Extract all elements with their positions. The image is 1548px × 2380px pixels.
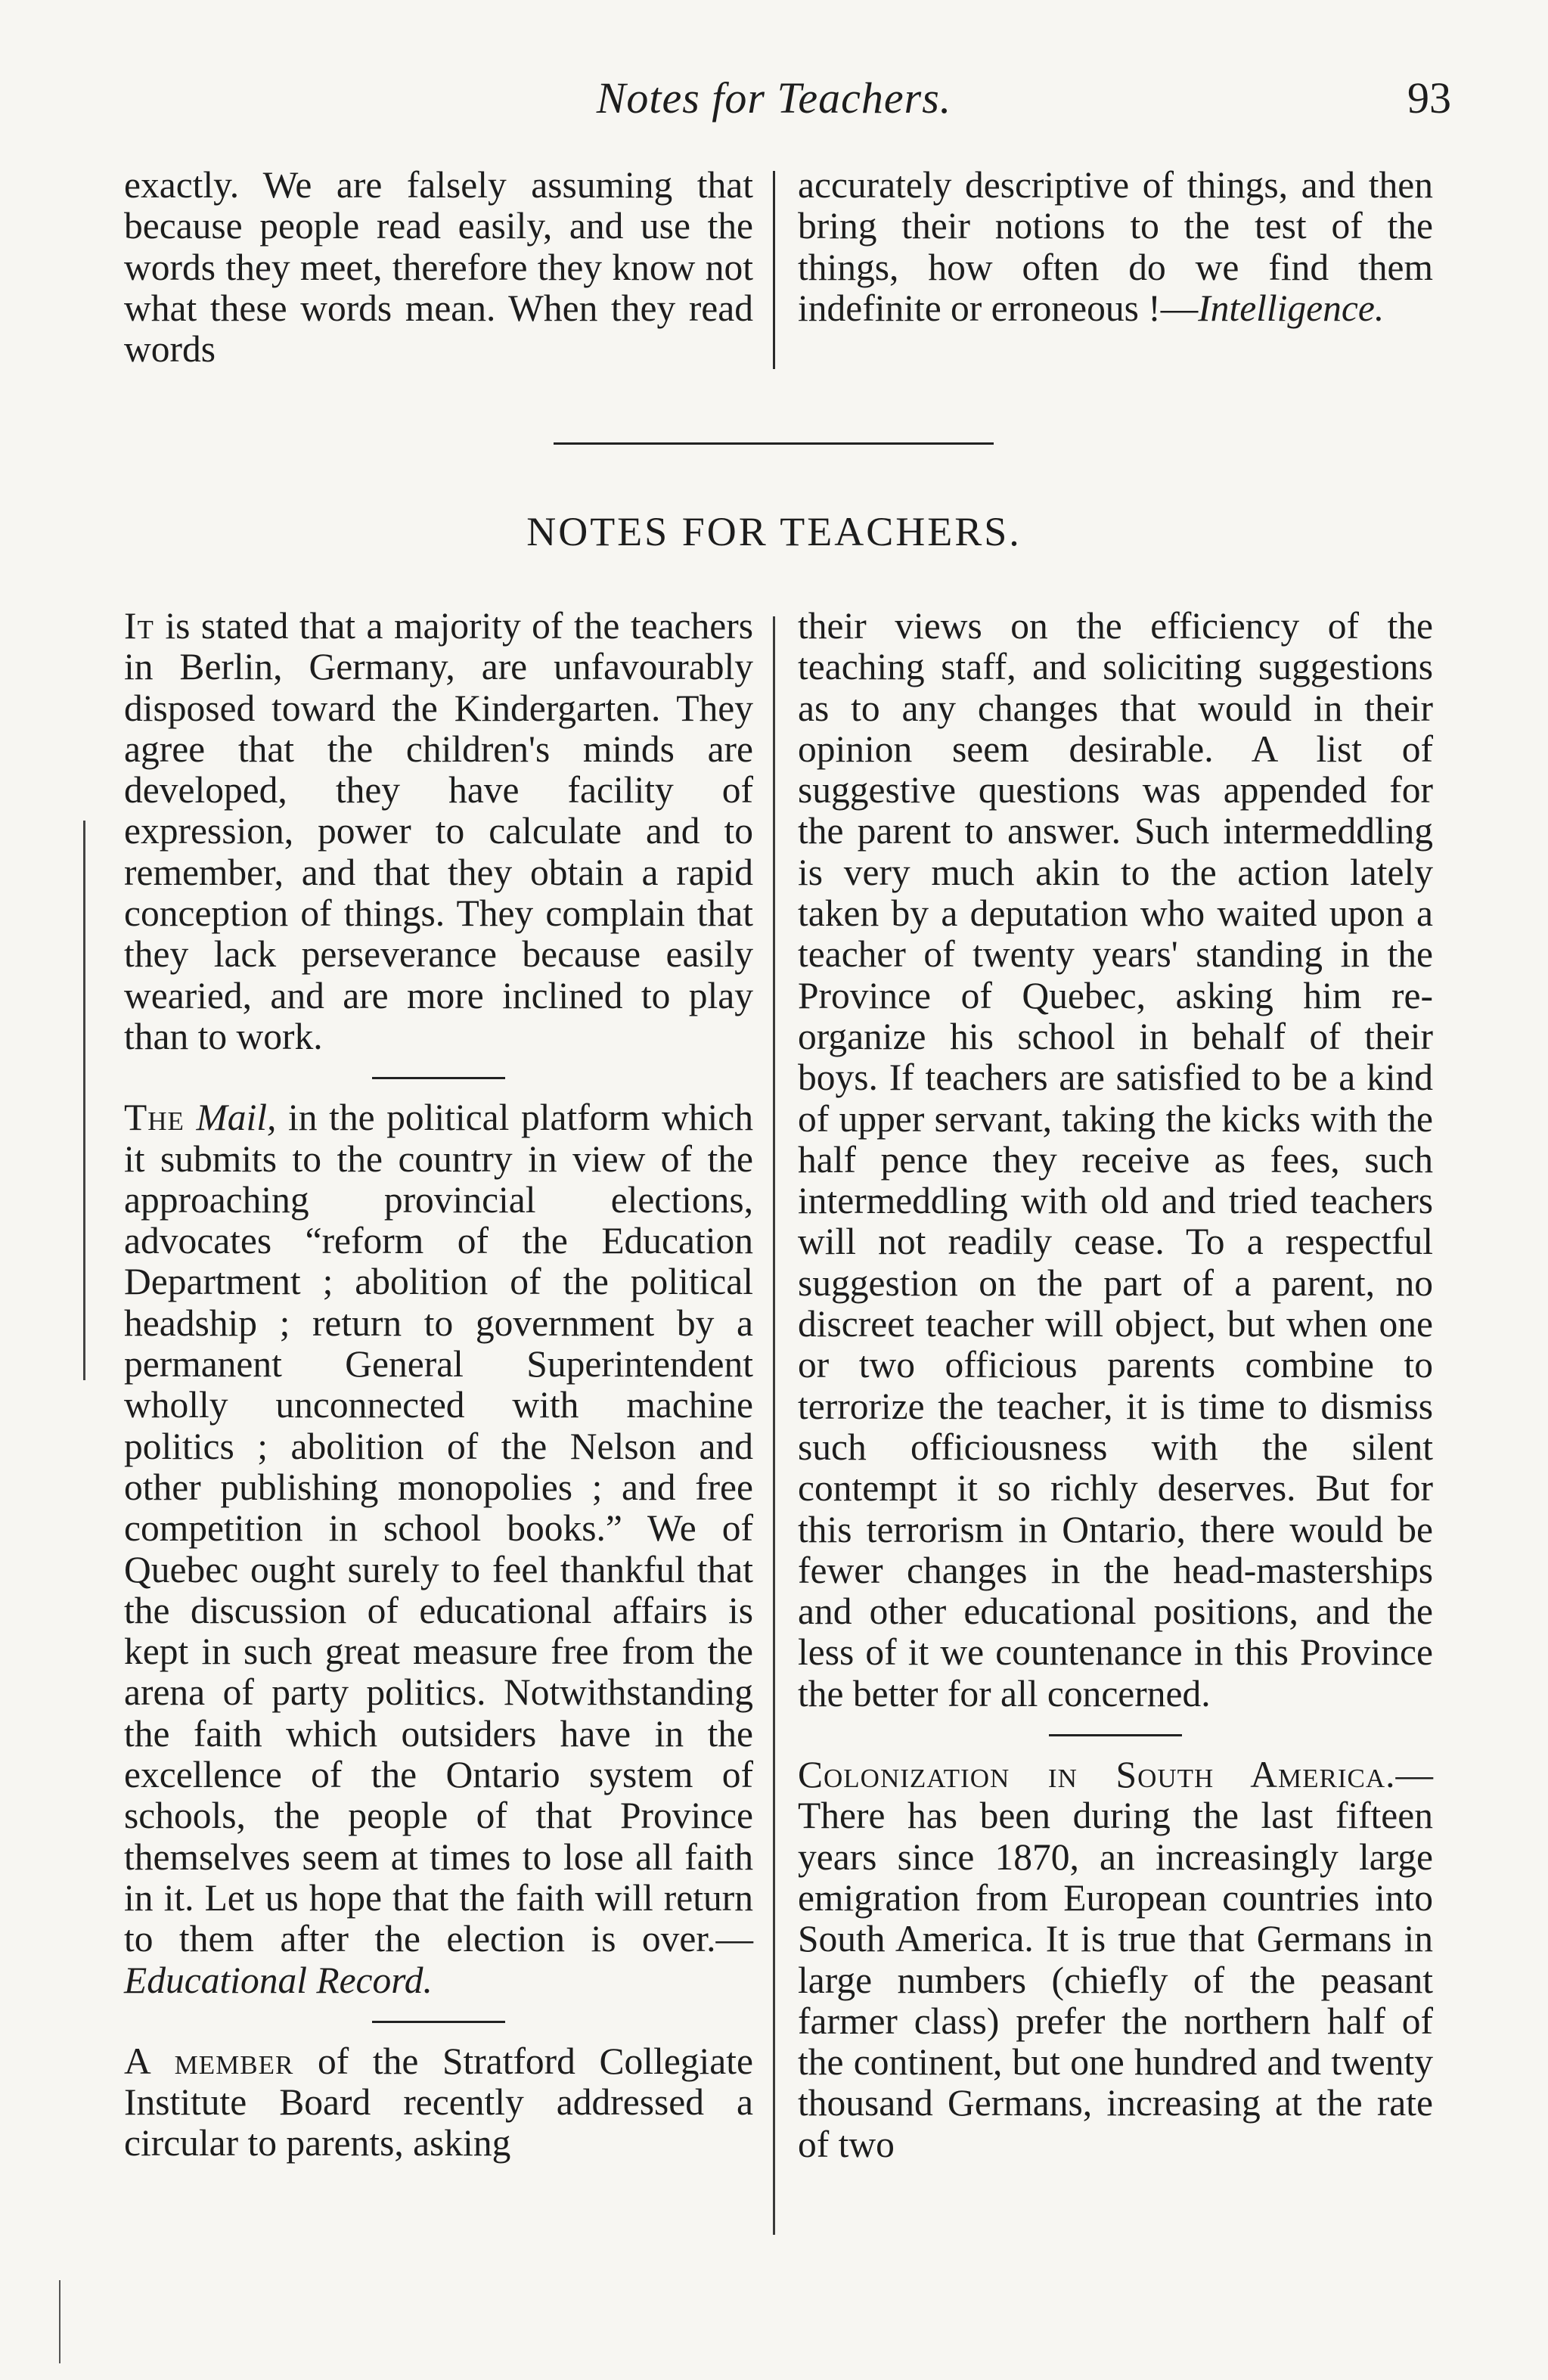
top-right-paragraph: [798, 165, 1433, 329]
stratford-text: of the Stratford Collegiate Institute Board recently addressed a circular to parents, asking: [124, 2040, 753, 2164]
colonization-paragraph: [798, 1755, 1433, 2165]
separator-rule: [1049, 1734, 1182, 1736]
page-number: 93: [1407, 73, 1451, 123]
column-divider-body: [773, 616, 775, 2235]
separator-rule: [372, 1077, 505, 1079]
stratford-paragraph: [124, 2041, 753, 2164]
top-right-column: [798, 165, 1433, 329]
top-left-paragraph: exactly. We are falsely assuming that because people read easily, and use the words they meet, therefore they know not what these words mean. When they read words: [124, 164, 753, 371]
section-rule: [554, 442, 994, 445]
top-right-source: Intelligence.: [1198, 287, 1385, 329]
mail-lead: The: [124, 1097, 185, 1139]
colonization-heading: Colonization in South America.: [798, 1754, 1396, 1796]
margin-scan-line: [83, 821, 85, 1380]
margin-scan-line-bottom: [59, 2280, 60, 2363]
section-title: NOTES FOR TEACHERS.: [526, 509, 1022, 554]
kindergarten-text: is stated that a majority of the teachers in Berlin, Germany, are unfavourably disposed toward the Kindergarten. They agree that the children's minds are developed, they have facility of expression, power to calculate and to remember, and that they obtain a rapid conception of things. They complain that they lack perseverance because easily wearied, and are more inclined to play than to work.: [124, 605, 753, 1057]
mail-source: Educational Record.: [124, 1959, 433, 2001]
kindergarten-lead: It: [124, 605, 154, 647]
intermeddling-paragraph: their views on the efficiency of the teaching staff, and soliciting suggestions as to any changes that would in their opinion seem desirable. A list of suggestive questions was appended for the parent to answer. Such intermeddling is very much akin to the action lately taken by a deputation who waited upon a teacher of twenty years' standing in the Province of Quebec, asking him re-organize his school in behalf of their boys. If teachers are satisfied to be a kind of upper servant, taking the kicks with the half pence they receive as fees, such intermeddling with old and tried teachers will not readily cease. To a respectful suggestion on the part of a parent, no discreet teacher will object, but when one or two officious parents combine to terrorize the teacher, it is time to dismiss such officiousness with the silent contempt it so richly deserves. But for this terrorism in Ontario, there would be fewer changes in the head-masterships and other educational positions, and the less of it we countenance in this Province the better for all concerned.: [798, 605, 1433, 1714]
separator-rule: [372, 2021, 505, 2023]
kindergarten-paragraph: [124, 606, 753, 1057]
stratford-lead: A member: [124, 2040, 294, 2082]
top-right-text: accurately descriptive of things, and then bring their notions to the test of the things, how often do we find them indefinite or erroneous !—: [798, 164, 1433, 329]
top-left-column: [124, 165, 753, 370]
right-column: [798, 606, 1433, 2165]
mail-text: in the political platform which it submits to the country in view of the approaching provincial elections, advocates “reform of the Education Department ; abolition of the political headship ; return to government by a permanent General Superintendent wholly unconnected with machine politics ; abolition of the Nelson and other publishing monopolies ; and free competition in school books.” We of Quebec ought surely to feel thankful that the discussion of educational affairs is kept in such great measure free from the arena of party politics. Notwithstanding the faith which outsiders have in the excellence of the Ontario system of schools, the people of that Province themselves seem at times to lose all faith in it. Let us hope that the faith will return to them after the election is over.—: [124, 1097, 753, 1960]
column-divider-top: [773, 171, 775, 369]
left-column: [124, 606, 753, 2164]
colonization-text: —There has been during the last fifteen years since 1870, an increasingly large emigration from European countries into South America. It is true that Germans in large numbers (chiefly of the peasant farmer class) prefer the northern half of the continent, but one hundred and twenty thousand Germans, increasing at the rate of two: [798, 1754, 1433, 2165]
running-title: Notes for Teachers.: [596, 73, 952, 123]
mail-paragraph: [124, 1097, 753, 2001]
mail-paper-name: Mail,: [196, 1097, 277, 1139]
